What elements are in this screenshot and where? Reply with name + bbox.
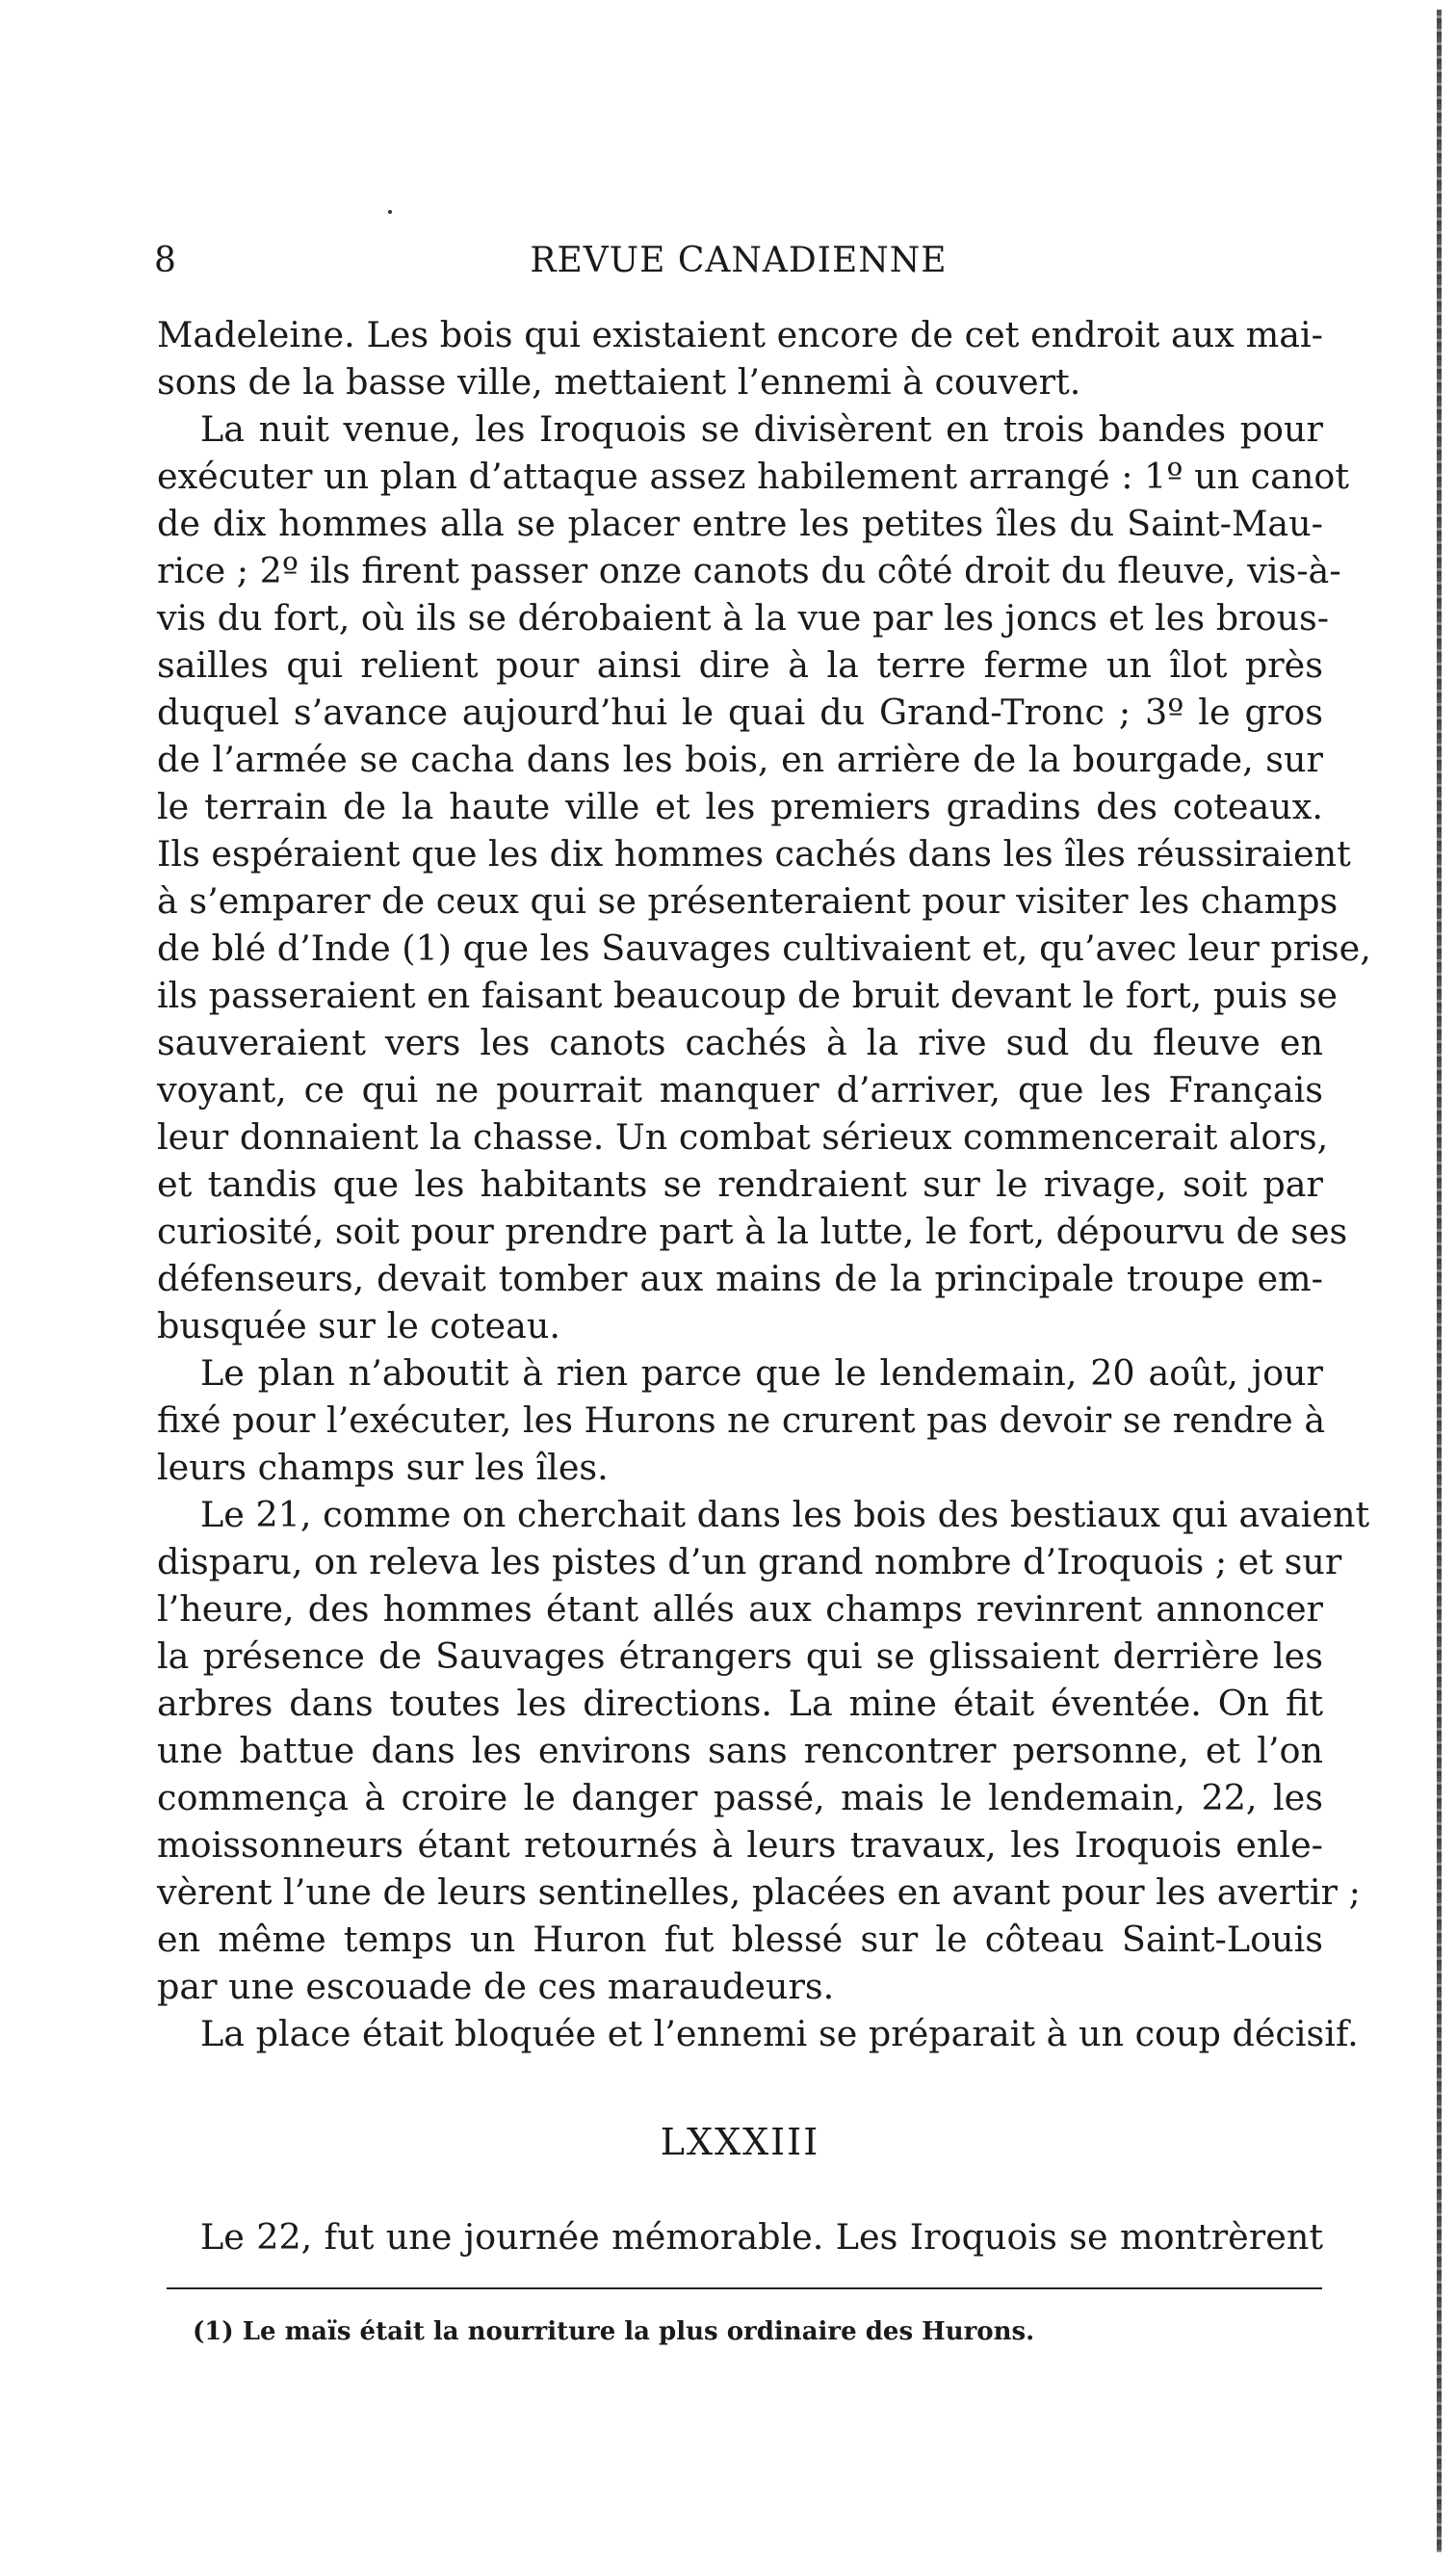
text-line: curiosité, soit pour prendre part à la lutte, le fort, dépourvu de ses (157, 1211, 1348, 1252)
scan-edge (1437, 10, 1442, 2552)
text-line: leurs champs sur les îles. (157, 1447, 609, 1488)
text-line: de dix hommes alla se placer entre les petites îles du Saint-Mau- (157, 503, 1323, 544)
text-line: une battue dans les environs sans rencontrer personne, et l’on (157, 1730, 1323, 1771)
text-line: voyant, ce qui ne pourrait manquer d’arriver, que les Français (157, 1069, 1323, 1110)
footnote: (1) Le maïs était la nourriture la plus ordinaire des Hurons. (193, 2317, 1035, 2346)
text-line: le terrain de la haute ville et les premiers gradins des coteaux. (157, 786, 1323, 827)
text-line: sauveraient vers les canots cachés à la rive sud du fleuve en (157, 1022, 1323, 1063)
footnote-rule (167, 2287, 1322, 2289)
text-line: à s’emparer de ceux qui se présenteraient pour visiter les champs (157, 880, 1339, 922)
text-line: défenseurs, devait tomber aux mains de la principale troupe em- (157, 1258, 1323, 1299)
text-line: de l’armée se cacha dans les bois, en arrière de la bourgade, sur (157, 739, 1323, 780)
text-line: fixé pour l’exécuter, les Hurons ne crurent pas devoir se rendre à (157, 1399, 1326, 1441)
text-line: Ils espéraient que les dix hommes cachés dans les îles réussiraient (157, 833, 1351, 875)
text-line: vèrent l’une de leurs sentinelles, placées en avant pour les avertir ; (157, 1871, 1361, 1913)
section-first-line (157, 2213, 1323, 2260)
text-line: Le 21, comme on cherchait dans les bois des bestiaux qui avaient (200, 1494, 1370, 1535)
page-number: 8 (154, 241, 176, 280)
text-line: l’heure, des hommes étant allés aux champs revinrent annoncer (157, 1588, 1323, 1630)
text-line: commença à croire le danger passé, mais le lendemain, 22, les (157, 1777, 1323, 1818)
text-line: la présence de Sauvages étrangers qui se glissaient derrière les (157, 1635, 1323, 1677)
text-line: de blé d’Inde (1) que les Sauvages cultivaient et, qu’avec leur prise, (157, 927, 1371, 969)
text-line: Le 22, fut une journée mémorable. Les Iroquois se montrèrent (200, 2216, 1323, 2258)
text-line: La nuit venue, les Iroquois se divisèrent en trois bandes pour (200, 408, 1323, 450)
text-line: busquée sur le coteau. (157, 1305, 561, 1346)
text-line: vis du fort, où ils se dérobaient à la vue par les joncs et les brous- (157, 597, 1330, 639)
text-line: sailles qui relient pour ainsi dire à la terre ferme un îlot près (157, 644, 1323, 686)
text-line: duquel s’avance aujourd’hui le quai du Grand-Tronc ; 3º le gros (157, 692, 1323, 733)
text-line: leur donnaient la chasse. Un combat sérieux commencerait alors, (157, 1116, 1329, 1158)
text-line: sons de la basse ville, mettaient l’ennemi à couvert. (157, 361, 1081, 403)
text-line: Madeleine. Les bois qui existaient encore de cet endroit aux mai- (157, 314, 1323, 355)
stray-ink-dot (388, 210, 392, 214)
running-head: REVUE CANADIENNE (530, 241, 948, 280)
text-line: arbres dans toutes les directions. La mine était éventée. On fit (157, 1683, 1323, 1724)
text-line: rice ; 2º ils firent passer onze canots du côté droit du fleuve, vis-à- (157, 550, 1341, 591)
text-line: disparu, on releva les pistes d’un grand nombre d’Iroquois ; et sur (157, 1541, 1342, 1582)
text-line: en même temps un Huron fut blessé sur le côteau Saint-Louis (157, 1919, 1323, 1960)
text-line: Le plan n’aboutit à rien parce que le lendemain, 20 août, jour (200, 1352, 1323, 1394)
section-heading: LXXXIII (660, 2121, 820, 2163)
text-line: par une escouade de ces maraudeurs. (157, 1966, 835, 2007)
text-line: et tandis que les habitants se rendraient sur le rivage, soit par (157, 1163, 1323, 1205)
text-line: exécuter un plan d’attaque assez habilement arrangé : 1º un canot (157, 456, 1350, 497)
text-line: moissonneurs étant retournés à leurs travaux, les Iroquois enle- (157, 1824, 1323, 1866)
body-text (157, 311, 1371, 2057)
page-header (154, 237, 1323, 285)
text-line: La place était bloquée et l’ennemi se préparait à un coup décisif. (200, 2013, 1359, 2054)
text-line: ils passeraient en faisant beaucoup de bruit devant le fort, puis se (157, 975, 1339, 1016)
